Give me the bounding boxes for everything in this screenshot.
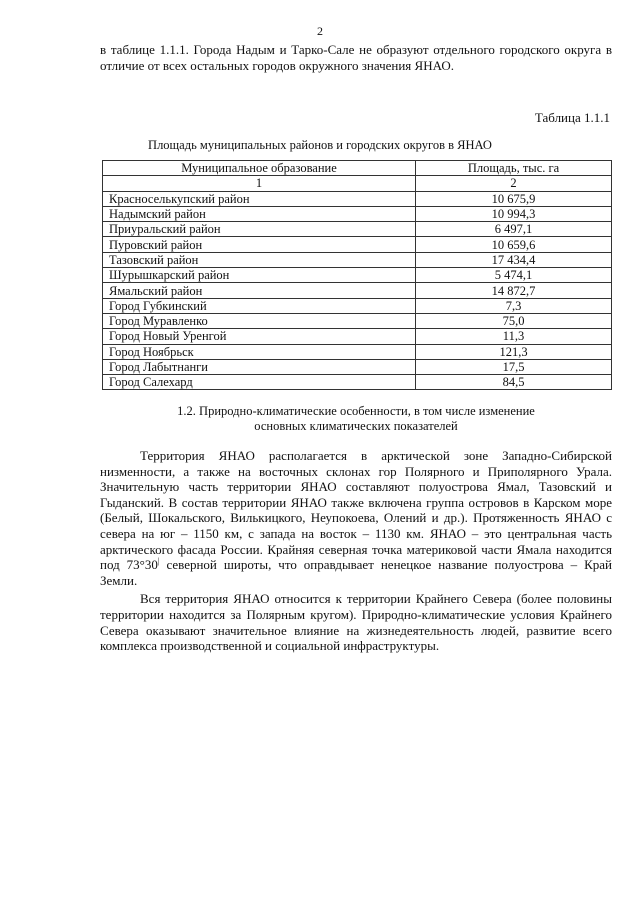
table-row [103, 237, 612, 252]
table-row [103, 268, 612, 283]
municipality-area: 10 994,3 [416, 206, 612, 221]
table-row [103, 313, 612, 328]
municipality-area: 6 497,1 [416, 222, 612, 237]
table-label: Таблица 1.1.1 [534, 110, 610, 125]
municipality-name: Город Салехард [103, 375, 416, 390]
table-column-number-row [103, 176, 612, 191]
table-row [103, 252, 612, 267]
section-heading [100, 404, 612, 434]
municipality-area: 17,5 [416, 359, 612, 374]
municipality-area: 84,5 [416, 375, 612, 390]
column-number-2: 2 [416, 176, 612, 191]
municipality-name: Город Губкинский [103, 298, 416, 313]
paragraph-territory-part-1: Территория ЯНАО располагается в арктической зоне Западно-Сибирской низменности, а также на восточных склонах гор Полярного и Приполярного Урала. Значительную часть территории ЯНАО составляют полуострова Ямал, Тазовский и Гыданский. В состав территории ЯНАО также включена группа островов в Карском море (Белый, Шокальского, Вилькицкого, Неупокоева, Олений и др.). Протяженность ЯНАО с севера на юг – 1150 км, с запада на восток – 1130 км. ЯНАО – это центральная часть арктического фасада России. Крайняя северная точка материковой части Ямала находится под 73°30 [100, 448, 612, 573]
municipality-area: 10 675,9 [416, 191, 612, 206]
table-row [103, 375, 612, 390]
municipality-area: 17 434,4 [416, 252, 612, 267]
table-header-row [103, 161, 612, 176]
body-text [100, 448, 612, 657]
municipality-name: Город Лабытнанги [103, 359, 416, 374]
area-table [102, 160, 612, 390]
municipality-name: Город Ноябрьск [103, 344, 416, 359]
municipality-name: Приуральский район [103, 222, 416, 237]
municipality-area: 5 474,1 [416, 268, 612, 283]
table-row [103, 206, 612, 221]
paragraph-far-north: Вся территория ЯНАО относится к территории Крайнего Севера (более половины территории находится за Полярным кругом). Природно-климатические условия Крайнего Севера оказывают значительное влияние на жизнедеятельность людей, развитие всего комплекса производственной и социальной инфраструктуры. [100, 591, 612, 654]
table-row [103, 329, 612, 344]
paragraph-territory [100, 448, 612, 588]
column-header-municipality: Муниципальное образование [103, 161, 416, 176]
section-heading-line-2: основных климатических показателей [254, 419, 458, 433]
minutes-mark: | [157, 556, 160, 566]
table-row [103, 222, 612, 237]
table-row [103, 359, 612, 374]
table-row [103, 344, 612, 359]
municipality-name: Город Муравленко [103, 313, 416, 328]
municipality-name: Надымский район [103, 206, 416, 221]
table-title: Площадь муниципальных районов и городских округов в ЯНАО [148, 138, 492, 152]
column-header-area: Площадь, тыс. га [416, 161, 612, 176]
page-number: 2 [317, 24, 323, 38]
municipality-name: Город Новый Уренгой [103, 329, 416, 344]
municipality-name: Шурышкарский район [103, 268, 416, 283]
municipality-area: 75,0 [416, 313, 612, 328]
column-number-1: 1 [103, 176, 416, 191]
municipality-area: 121,3 [416, 344, 612, 359]
municipality-name: Ямальский район [103, 283, 416, 298]
municipality-area: 7,3 [416, 298, 612, 313]
table-row [103, 283, 612, 298]
paragraph-territory-part-2: северной широты, что оправдывает ненецкое название полуострова – Край Земли. [100, 557, 612, 588]
municipality-name: Красноселькупский район [103, 191, 416, 206]
municipality-name: Тазовский район [103, 252, 416, 267]
municipality-area: 14 872,7 [416, 283, 612, 298]
municipality-name: Пуровский район [103, 237, 416, 252]
intro-paragraph: в таблице 1.1.1. Города Надым и Тарко-Сале не образуют отдельного городского округа в отличие от всех остальных городов окружного значения ЯНАО. [100, 42, 612, 73]
section-heading-line-1: 1.2. Природно-климатические особенности, в том числе изменение [177, 404, 535, 418]
table-row [103, 191, 612, 206]
municipality-area: 11,3 [416, 329, 612, 344]
municipality-area: 10 659,6 [416, 237, 612, 252]
table-row [103, 298, 612, 313]
